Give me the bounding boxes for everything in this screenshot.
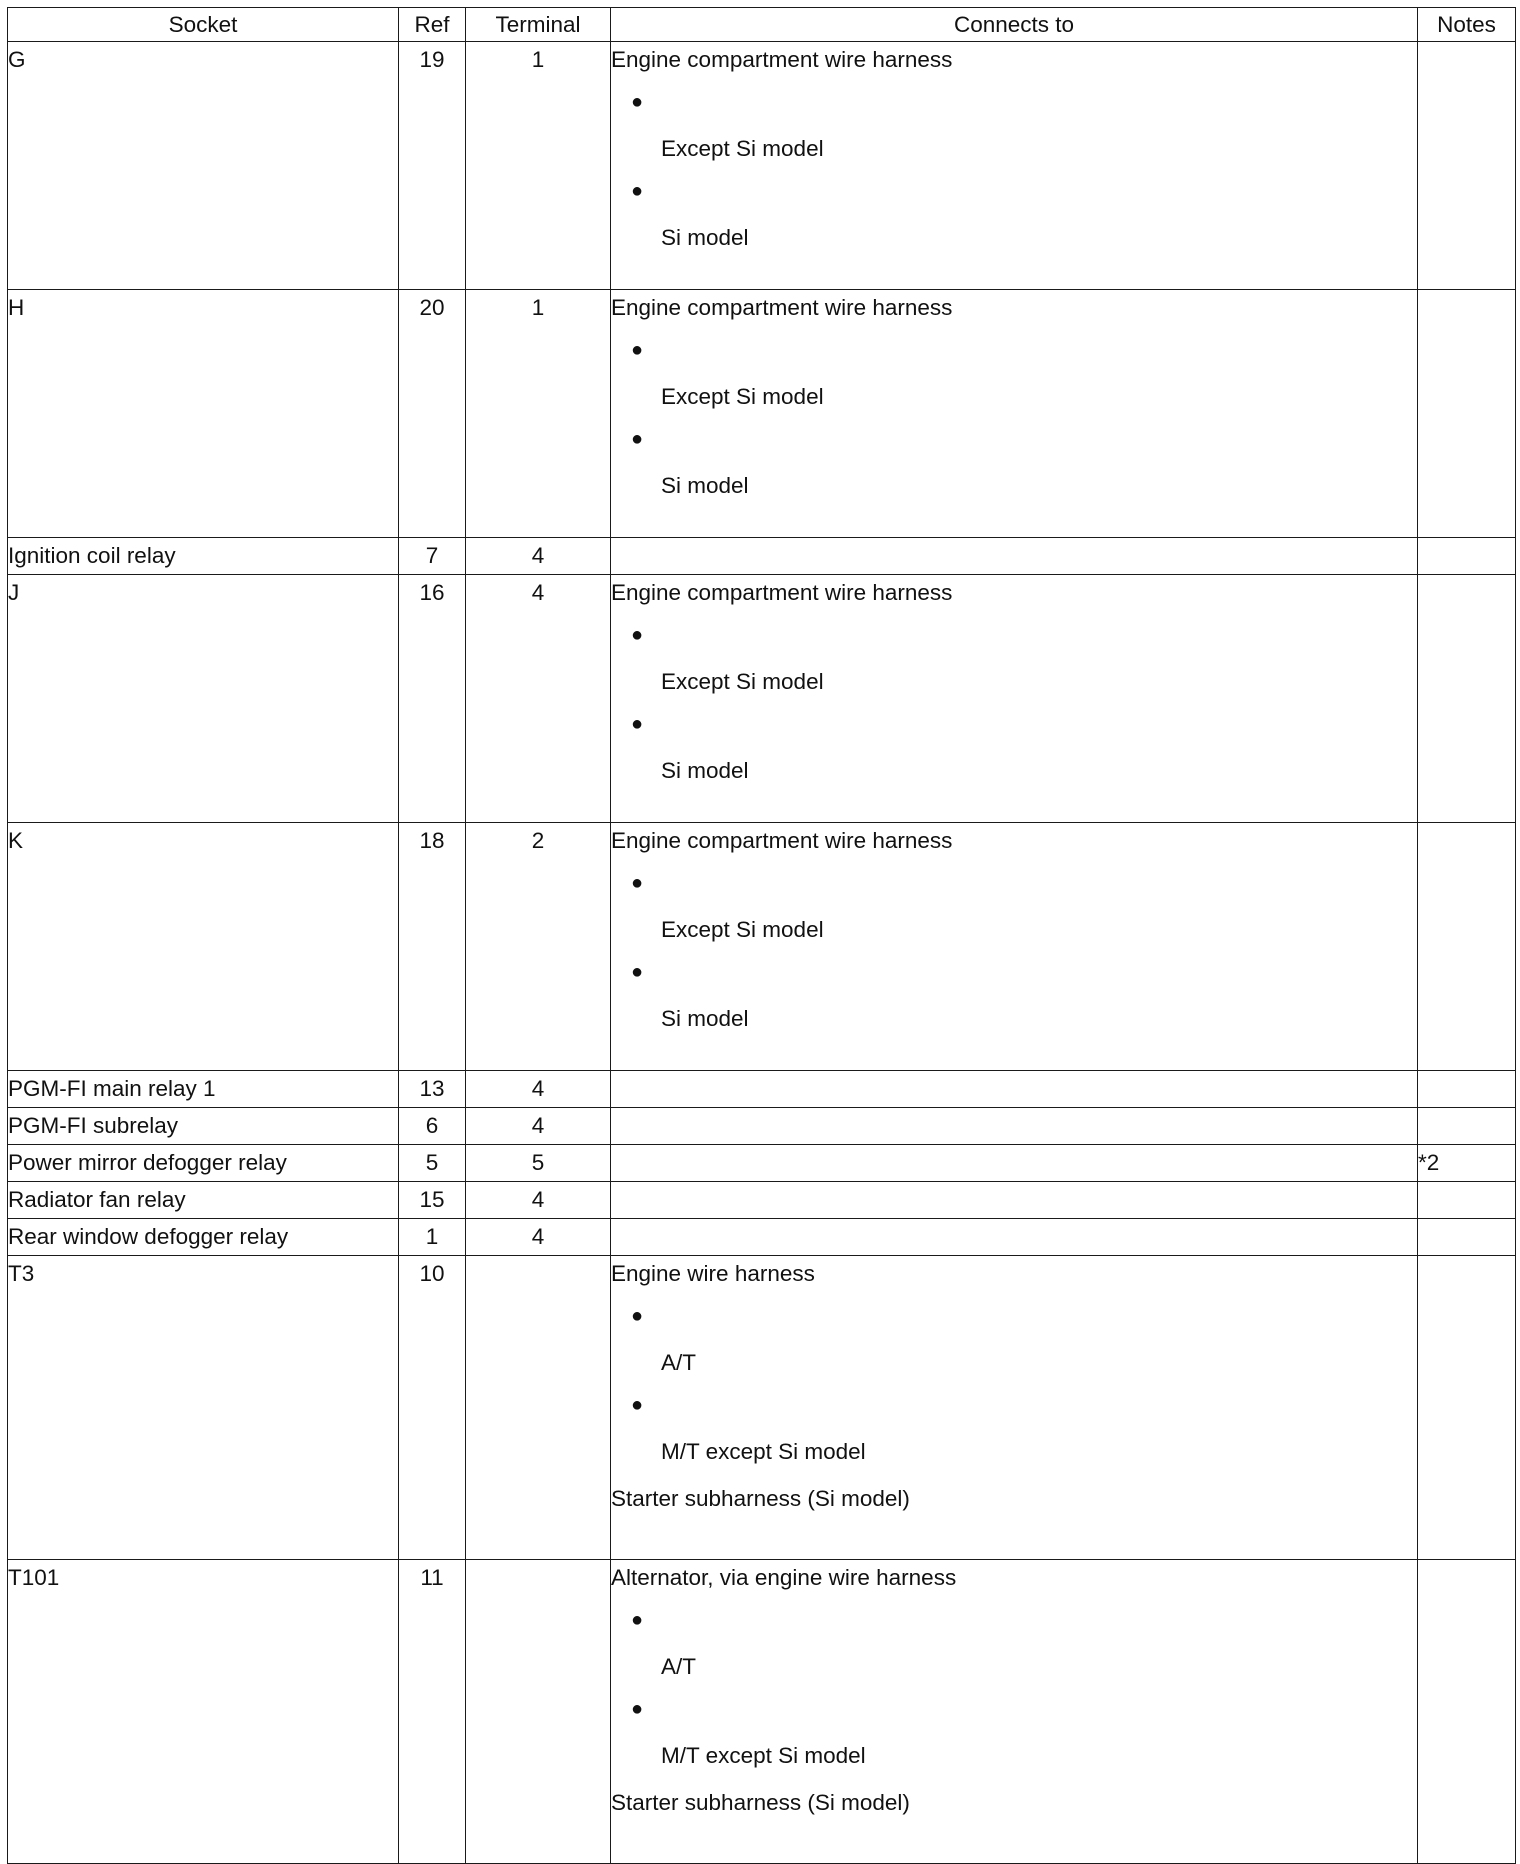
header-socket: Socket [8,8,399,42]
terminal-cell [466,1256,611,1560]
list-item [611,711,1417,784]
ref-cell: 18 [399,823,466,1071]
bullet-text: Except Si model [661,136,824,161]
ref-cell: 13 [399,1071,466,1108]
bullet-icon: ● [631,1394,644,1416]
notes-cell [1418,1256,1516,1560]
ref-cell: 1 [399,1219,466,1256]
connects-to-cell [611,575,1418,823]
terminal-cell: 1 [466,290,611,538]
table-row [8,1256,1516,1560]
table-row [8,1560,1516,1864]
terminal-cell [466,1560,611,1864]
header-connects-to: Connects to [611,8,1418,42]
bullet-list [611,1303,1417,1465]
ref-cell: 11 [399,1560,466,1864]
bullet-icon: ● [631,339,644,361]
terminal-cell: 4 [466,1108,611,1145]
list-item [611,870,1417,943]
notes-cell [1418,1560,1516,1864]
notes-cell [1418,290,1516,538]
bullet-list [611,1607,1417,1769]
bullet-text: M/T except Si model [661,1743,866,1768]
table-row [8,42,1516,290]
connects-to-text: Engine compartment wire harness [611,580,953,605]
table-row [8,290,1516,538]
bullet-text: Except Si model [661,917,824,942]
socket-cell: K [8,823,399,1071]
bullet-text: M/T except Si model [661,1439,866,1464]
notes-cell: *2 [1418,1145,1516,1182]
socket-cell: H [8,290,399,538]
bullet-text: A/T [661,1654,697,1679]
ref-cell: 15 [399,1182,466,1219]
ref-cell: 5 [399,1145,466,1182]
notes-cell [1418,575,1516,823]
connects-to-cell [611,1256,1418,1560]
socket-cell: G [8,42,399,290]
terminal-cell: 4 [466,538,611,575]
socket-cell: Ignition coil relay [8,538,399,575]
terminal-cell: 4 [466,1071,611,1108]
list-item [611,959,1417,1032]
terminal-cell: 4 [466,1182,611,1219]
connects-to-cell [611,1108,1418,1145]
list-item [611,1392,1417,1465]
bullet-text: Si model [661,225,749,250]
connects-to-cell [611,1560,1418,1864]
connector-table-wrapper [7,7,1516,1864]
notes-cell [1418,823,1516,1071]
connects-to-extra-text: Starter subharness (Si model) [611,1790,910,1815]
notes-cell [1418,1219,1516,1256]
list-item [611,1303,1417,1376]
connects-to-text: Alternator, via engine wire harness [611,1565,957,1590]
table-body [8,42,1516,1864]
socket-cell: J [8,575,399,823]
notes-cell [1418,1071,1516,1108]
terminal-cell: 4 [466,1219,611,1256]
bullet-icon: ● [631,872,644,894]
bullet-icon: ● [631,180,644,202]
socket-cell: PGM-FI subrelay [8,1108,399,1145]
ref-cell: 10 [399,1256,466,1560]
connects-to-cell [611,1071,1418,1108]
bullet-list [611,337,1417,499]
bullet-list [611,89,1417,251]
list-item [611,1607,1417,1680]
table-row [8,1182,1516,1219]
bullet-list [611,870,1417,1032]
terminal-cell: 4 [466,575,611,823]
table-row [8,1108,1516,1145]
terminal-cell: 5 [466,1145,611,1182]
header-terminal: Terminal [466,8,611,42]
connects-to-text: Engine compartment wire harness [611,47,953,72]
bullet-icon: ● [631,961,644,983]
notes-cell [1418,1108,1516,1145]
connects-to-cell [611,1145,1418,1182]
terminal-cell: 1 [466,42,611,290]
bullet-icon: ● [631,1609,644,1631]
bullet-icon: ● [631,1305,644,1327]
table-row [8,1071,1516,1108]
connects-to-text: Engine compartment wire harness [611,828,953,853]
header-row [8,8,1516,42]
table-row [8,823,1516,1071]
header-ref: Ref [399,8,466,42]
connects-to-cell [611,1219,1418,1256]
list-item [611,89,1417,162]
connector-table [7,7,1516,1864]
bullet-text: A/T [661,1350,697,1375]
notes-cell [1418,42,1516,290]
connects-to-cell [611,290,1418,538]
list-item [611,426,1417,499]
list-item [611,337,1417,410]
socket-cell: Power mirror defogger relay [8,1145,399,1182]
connects-to-cell [611,538,1418,575]
table-row [8,538,1516,575]
bullet-list [611,622,1417,784]
socket-cell: PGM-FI main relay 1 [8,1071,399,1108]
socket-cell: Radiator fan relay [8,1182,399,1219]
table-row [8,1219,1516,1256]
connects-to-cell [611,823,1418,1071]
header-notes: Notes [1418,8,1516,42]
bullet-icon: ● [631,428,644,450]
bullet-text: Si model [661,758,749,783]
socket-cell: T3 [8,1256,399,1560]
ref-cell: 16 [399,575,466,823]
ref-cell: 20 [399,290,466,538]
connects-to-cell [611,1182,1418,1219]
bullet-icon: ● [631,624,644,646]
socket-cell: Rear window defogger relay [8,1219,399,1256]
table-row [8,575,1516,823]
bullet-text: Except Si model [661,384,824,409]
connects-to-text: Engine compartment wire harness [611,295,953,320]
table-row [8,1145,1516,1182]
socket-cell: T101 [8,1560,399,1864]
notes-cell [1418,1182,1516,1219]
connects-to-cell [611,42,1418,290]
bullet-text: Si model [661,473,749,498]
notes-cell [1418,538,1516,575]
list-item [611,178,1417,251]
bullet-text: Except Si model [661,669,824,694]
bullet-icon: ● [631,1698,644,1720]
list-item [611,1696,1417,1769]
ref-cell: 7 [399,538,466,575]
ref-cell: 19 [399,42,466,290]
bullet-icon: ● [631,713,644,735]
bullet-icon: ● [631,91,644,113]
terminal-cell: 2 [466,823,611,1071]
connects-to-text: Engine wire harness [611,1261,815,1286]
connects-to-extra-text: Starter subharness (Si model) [611,1486,910,1511]
list-item [611,622,1417,695]
bullet-text: Si model [661,1006,749,1031]
ref-cell: 6 [399,1108,466,1145]
